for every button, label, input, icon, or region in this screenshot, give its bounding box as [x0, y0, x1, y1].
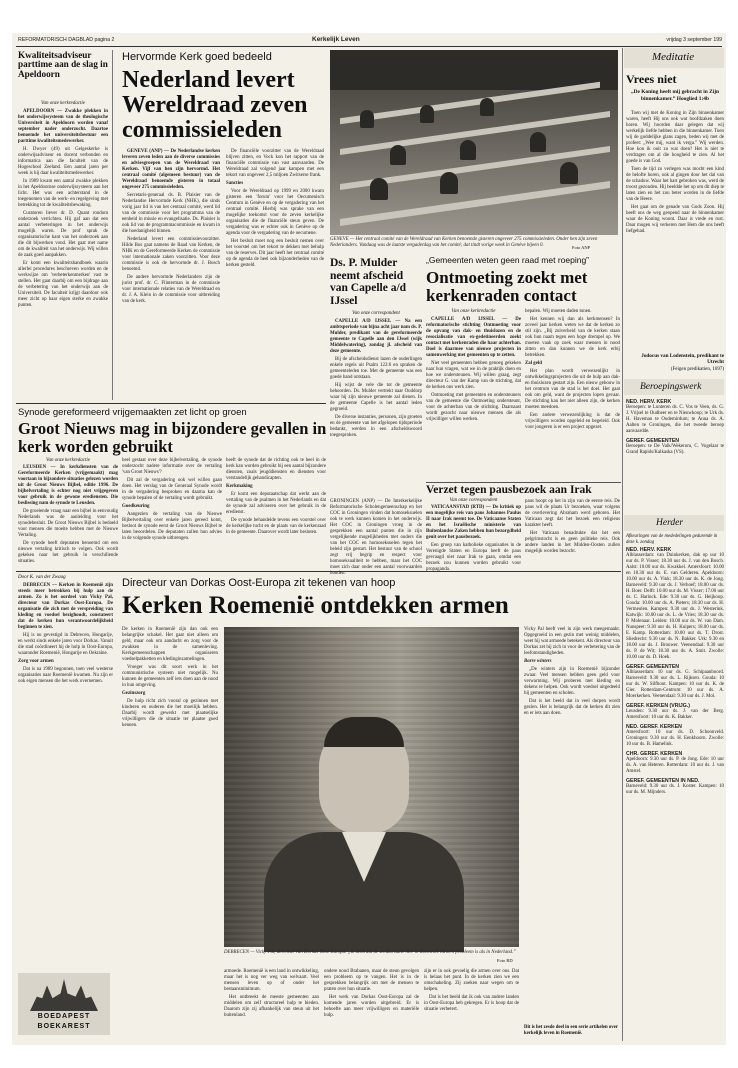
groot-nieuws-paragraph: Er komt een deputaatschap dat werkt aan de vertaling van de psalmen in het Nederlands en dat de synode zal adviseren over het gebruik in de eredienst. [226, 492, 326, 515]
kwaliteit-body [18, 109, 108, 399]
herder-section-title: NED. HERV. KERK [626, 547, 672, 553]
wereldraad-body-col2 [226, 149, 324, 399]
herder-header: Herder [656, 518, 684, 528]
meditatie-title: Vrees niet [626, 72, 677, 86]
ontmoeting-subhead: Zal geld [525, 361, 542, 366]
herder-section-text: Alblasserdam: 10 uur ds. G. Schipaanboord. Barneveld: 9.30 uur ds. L. Rijksen. Gouda: 10 uur ds. W. Silfhout. Kampen: 10 uur ds. K. de Gier. Rotterdam-Centrum: 10 uur ds. A. Moerkerken. Veenendaal: 9.30 uur ds. J. Mol. [626, 670, 724, 699]
mulder-lead: CAPELLE A/D IJSSEL — Na een ambtsperiode van bijna acht jaar nam ds. P. Mulder, predikant van de gereformeerde gemeente te Capelle aan den IJssel (wijk Middelwatering), zondag jl. afscheid van deze gemeente. [330, 319, 422, 354]
roemenie-paragraph: De hulp richt zich vooral op gezinnen met kinderen en ouderen die het moeilijk hebben. Daarbij wordt gewerkt met plaatselijke vrijwilligers die de situatie ter plaatse goed kennen. [122, 699, 218, 728]
wereldraad-headline: Nederland levert Wereldraad zeven commissieleden [122, 67, 308, 143]
roemenie-paragraph: zijn er in ook gevoelig die armen over ons. Dat is helaas het punt. In de kerken zien we een omschakeling. Zij zoeken naar wegen om te helpen. [424, 969, 519, 992]
herder-intro: Afkeuringen van de mededelingen gedurende in deze k. zondag [626, 534, 718, 545]
groot-nieuws-paragraph: De synode heeft deputaten benoemd om een nieuwe vertaling kritisch te volgen. Ook wordt gekeken naar het gebruik in verschillende situaties. [18, 541, 118, 564]
roemenie-note: Dit is het zesde deel in een serie artikelen over kerkelijk leven in Roemenië. [524, 1025, 618, 1036]
logo-top-text: BOEDAPEST [37, 1013, 91, 1020]
mulder-headline: Ds. P. Mulder neemt afscheid van Capelle a/d IJssel [330, 257, 407, 307]
beroepingswerk-body [626, 399, 724, 511]
ontmoeting-paragraph: Het kennen wij dan als kerkmensen? In zoveel jaar kerken weten we dat de kerken zo stil zijn. „Bij zuiverheid van de kerken staan ook hun naam tegen een hoge drempel op. We moeten vaak op zoek waar mensen in nood zitten en dan kunnen we de kerk erbij betrekken. [525, 317, 620, 358]
herder-section-text: Apeldoorn: 9.30 uur ds. P. de Jong. Ede: 10 uur ds. A. van Heteren. Rotterdam: 10 uur ds. J. van Amstel. [626, 757, 724, 774]
masthead-center: Kerkelijk Leven [312, 36, 360, 43]
wereldraad-paragraph: Secretaris-generaal ds. B. Plaisier van de Nederlandse Hervormde Kerk (NHK), die sinds vorig jaar lid is van het centraal comité, werd lid van de commissie voor het programma van de eenheid in missie en evangelisatie. Ds. Plaisier is ook lid van de programmacommissie en kwam in die hoedanigheid binnen. [122, 193, 220, 234]
roemenie-lead: DEBRECEN — Kerken in Roemenië zijn steeds meer betrokken bij hulp aan de armen. Zo is het oordeel van Vicky Pal, directeur van Dorkas Oost-Europa. De organisatie die zich met de verspreiding van kleding en voedsel bezighoudt, constateert dat de kerken hun verantwoordelijkheid beginnen te zien. [18, 583, 113, 630]
groot-nieuws-kicker: Synode gereformeerd vrijgemaakten zet licht op groen [18, 407, 247, 418]
roemenie-body-col4 [324, 969, 419, 1041]
roemenie-paragraph: armoede. Roemenië is een land in ontwikkeling, maar het is nog ver weg van welvaart. Veel mensen leven op of onder het bestaansminimum. [224, 969, 319, 992]
herder-section-text: Barneveld: 9.30 uur ds. J. Koster. Kampen: 10 uur ds. M. Mijnders. [626, 784, 724, 795]
groot-nieuws-paragraph: Dit zal de vergadering ook wel willen gaan doen. Het verslag van de Generaal Synode wordt in de vergadering besproken en daarna kan de synode bepalen of de vertaling wordt gebruikt. [122, 478, 222, 501]
roemenie-subhead: Zorg voor armen [18, 659, 54, 664]
section-rule [16, 571, 621, 572]
meditatie-signature: Jodocus van Lodenstein, predikant te Utrecht [641, 353, 724, 366]
ontmoeting-body-col2 [525, 309, 620, 479]
herder-section-title: GEREF. KERKEN (VRIJG.) [626, 703, 690, 709]
roemenie-body-col2 [122, 627, 218, 937]
roemenie-subhead: Gezinszorg [122, 691, 146, 696]
meditatie-body [626, 111, 724, 351]
wereldraad-lead: GENEVE (ANP) — De Nederlandse kerken leveren zeven leden aan de diverse commissies en adviesgroepen van de Wereldraad van Kerken. Vijf van hen zijn hervormd. Het centraal comité (algemeen bestuur) van de Wereldraad benoemde gisteren in totaal ongeveer 275 commissieleden. [122, 149, 220, 190]
groot-nieuws-body-col3 [226, 458, 326, 566]
mulder-byline: Van onze correspondent [352, 311, 400, 316]
ontmoeting-paragraph: Ontmoeting met gemeenten en ondersteuners van de gemeente die Ontmoeting ondersteunt, voor de achterban van de stichting. Daarnaast wordt gezocht naar nieuwe mensen die als vrijwilliger willen werken. [426, 393, 521, 422]
herder-section-text: Alblasserdam: van Duinkerken, dak op uur 10 uur ds. P. Visser; 18.30 uur ds. J. van den Bosch. Aalst: 10.00 uur ds. Kwakkel. Amersfoort: 10.00 en 18.30 uur ds. E. van Gelderen. Apeldoorn: 10.00 uur ds. A. Vink; 18.30 uur ds. K. de Jong. Barneveld: 9.30 uur ds. J. Verhoef; 18.00 uur ds. H. Boer. Delft: 10.00 uur ds. M. Visser; 17.00 uur ds. C. Harinck. Ede: 9.30 uur ds. G. Heijkoop. Gouda: 10.00 uur ds. A. Pieters; 18.30 uur ds. H. Vermeulen. Kampen: 9.30 uur ds. J. Westerink. Katwijk: 10.00 uur ds. L. de Vries; 18.30 uur ds. P. Molenaar. Leiden: 10.00 uur ds. W. van Dam. Nunspeet: 9.30 uur ds. H. Kuipers; 18.00 uur ds. E. Kamp. Rotterdam: 10.00 uur ds. T. Drost. Sliedrecht: 9.30 uur ds. N. Bakker. Urk: 9.30 en 18.00 uur ds. J. Brouwer. Veenendaal: 9.30 uur ds. P. de Wit; 18.30 uur ds. A. Smit. Zwolle: 10.00 uur ds. D. Hoek. [626, 553, 724, 660]
section-rule [16, 403, 326, 404]
wereldraad-paragraph: Nederland levert een commissievoorzitter. Hilde Bos gaat namens de Raad van Kerken, de NHK en de Gereformeerde Kerken de commissie voor internationale zaken voorzitten. Voor deze commissie is ook de hervormde dr. J. Bosch benoemd. [122, 237, 220, 272]
groot-nieuws-byline: Van onze kerkredactie [46, 458, 90, 463]
roemenie-paragraph: „De winters zijn in Roemenië bijzonder zwaar. Veel mensen hebben geen geld voor verwarming. Wij proberen met kleding en dekens te helpen. Ook wordt voedsel uitgedeeld bij gemeenten en scholen. [524, 667, 620, 696]
beroepingswerk-section-title: NED. HERV. KERK [626, 399, 672, 405]
herder-section-text: Leusden: 9.30 uur ds. J. van der Berg. Amersfoort: 10 uur ds. K. Bakker. [626, 709, 724, 720]
conference-photo [330, 50, 618, 235]
paus-lead: VATICAANSTAD (RTD) — De kritiek op een mogelijke reis van paus Johannes Paulus II naar Irak neemt toe. De Vaticaanse Staten en het Israëlische ministerie van Buitenlandse Zaken hebben hun bezorgdheid geuit over het pausbezoek. [426, 505, 521, 540]
ontmoeting-body-col1 [426, 317, 521, 479]
beroepingswerk-section-title: GEREF. GEMEENTEN [626, 438, 680, 444]
ontmoeting-paragraph: Het plan wordt verwezenlijkt in ontwikkelingsprojecten die uit de hulp aan dak- en thuislozen gestart zijn. Een nieuw gebouw in het centrum van de stad is het doel. Het gaat ook om geld, want de projecten lopen gevaar. De stichting kan het niet alleen zijn, de kerken moeten meedoen. [525, 369, 620, 410]
roemenie-paragraph: De kerken in Roemenië zijn dan ook een belangrijke schakel. Het gaat niet alleen om geld, maar ook om aandacht en zorg voor de zwakken in de samenleving. Kerkgemeenschappen organiseren voedselpakketten en kledinginzamelingen. [122, 627, 218, 662]
wereldraad-kicker: Hervormde Kerk goed bedeeld [122, 51, 272, 63]
masthead-right: vrijdag 3 september 199 [666, 37, 722, 43]
portrait-photo [224, 627, 519, 947]
ontmoeting-paragraph: Niet veel gemeenten hebben genoeg gekeken naar hun vragen, wat we in de praktijk doen en hoe we ondersteunen. Wij willen graag, zegt directeur G. van der Kamp van de stichting, dat de kerken ons werk zien. [426, 361, 521, 390]
kwaliteit-paragraph: Er komt een kwaliteitshandboek waarin allerlei procedures beschreven worden en de werkwijze om 'verbeterkenmerken' vast te stellen. Het gaat daarbij om een bijdrage aan de verbetering van het onderwijs aan de Universiteit. De faculteit krijgt daardoor ook meer zicht op haar eigen sterke en zwakke punten. [18, 261, 108, 308]
boedapest-logo [18, 973, 110, 1035]
roemenie-paragraph: Dat is na 1989 begonnen, toen veel westerse organisaties naar Roemenië kwamen. Nu zijn er ook eigen mensen die het werk overnemen. [18, 667, 113, 684]
conference-photo-caption: GENEVE — Het centraal comité van de Wereldraad van Kerken benoemde gisteren ongeveer 275 commissieleden. Onder hen zijn zeven Nederlanders. Vandaag was de laatste vergaderdag van het comité; dat tindt vorige week in Genève bijeen 0. [330, 237, 598, 248]
groot-nieuws-paragraph: De synode behandelde tevens een voorstel over de kerkelijke tucht en de plaats van de kerkenraad in de gemeente. Daarover wordt later besloten. [226, 518, 326, 535]
wereldraad-paragraph: De financiële voorzitter van de Wereldraad blijven zitten, en Vock kon het rapport van de financiële commissie van vast aanvaarden. De Wereldraad zal volgend jaar kampen met een tekort van ongeveer 2,5 miljoen Zwitserse frank. [226, 149, 324, 178]
mulder-paragraph: Bij de afscheidsdienst lazen de ouderlingen enkele regels uit Psalm 122:6 en spraken de gemeenteleden toe. Met de gemeente was een goede band ontstaan. [330, 357, 422, 380]
groot-nieuws-subhead: Kerkmaking [226, 484, 253, 489]
wereldraad-paragraph: Voor de Wereldraad op 1999 en 2000 kwam gisteren een 'forum' voor het Oecumenisch Centrum in Genève en op de vergadering van het centraal comité. Hierbij was sprake van een mogelijke toekomst voor de zeven kerkelijke organisaties die de financiële steun geven. De vergadering was er echter ook in Genève op de agenda voor de vergadering van de oecumene. [226, 189, 324, 236]
masthead-left: REFORMATORISCH DAGBLAD pagina 2 [18, 37, 115, 43]
groot-nieuws-lead: LEUSDEN — In kerkdiensten van de Gereformeerde Kerken (vrijgemaakt) mag voortaan in bijzondere situaties gelezen worden uit de Groot Nieuws Bijbel, editie 1996. De bijbelvertaling is echter nog niet vrijgegeven voor gebruik in de gewone erediensten. Die beslissing nam de synode te Leusden. [18, 465, 118, 506]
wereldraad-paragraph: Het besluit moet nog een besluit nemen over het voorstel om het tekort te dekken met behulp van de reserves. Dit jaar heeft het centraal comité op de agenda de heel ook bijzonderheden van de kerken gesteld. [226, 239, 324, 268]
groot-nieuws-body-col2 [122, 458, 222, 566]
roemenie-paragraph: Het ontbreekt de meeste gemeenten aan middelen om zelf structureel hulp te bieden. Daarom zijn zij afhankelijk van steun uit het buitenland. [224, 995, 319, 1018]
cityscape-icon [30, 979, 98, 1011]
kwaliteit-paragraph: H. Dwyer (49) uit Gelgeskerke is onderwijsadviseur en docent verbonden en informatica aan die faculteit van de Hogeschool Zeeland. Een aantal jaren per week is hij daar kwaliteitsmedewerker. [18, 147, 108, 176]
kwaliteit-paragraph: In 1989 kwam een aantal zwakke plekken in het Apeldoornse onderwijssysteem aan het licht. Het was een achterstand in de toegenomen van de werk- en regelgeving met betrekking tot de kwaliteitsbewaking. [18, 179, 108, 208]
roemenie-subhead: Barre winters [524, 659, 552, 664]
groningen-body [330, 499, 422, 576]
ontmoeting-paragraph: bepalen. Wij moeten daden tonen. [525, 309, 592, 314]
column-divider [622, 48, 623, 1041]
herder-body [626, 547, 724, 1041]
groot-nieuws-headline: Groot Nieuws mag in bijzondere gevallen in kerk worden gebruikt [18, 419, 327, 456]
roemenie-body-col1 [18, 583, 113, 873]
newspaper-page [12, 33, 726, 1045]
paus-byline: Van onze correspondent [449, 498, 498, 503]
groot-nieuws-paragraph: heeft de synode dat de richting ook te heel in de kerk kan worden gebruikt bij een aantal bijzondere diensten, zoals jeugddiensten en diensten voor verstandelijk gehandicapten. [226, 458, 326, 481]
roemenie-paragraph: ondere nood Brabanen, maar de steun gevolgen een probleem op te vangen. Het is in de gesprekken belangrijk om met de mensen te praten over hun situatie. [324, 969, 419, 992]
ontmoeting-kicker: „Gemeenten weten geen raad met roeping” [426, 255, 590, 265]
kwaliteit-headline: Kwaliteitsadviseur parttime aan de slag in Apeldoorn [18, 50, 108, 79]
herder-section-title: GEREF. GEMEENTEN [626, 664, 680, 670]
groot-nieuws-paragraph: Aangezien de vertaling van de Nieuwe Bijbelvertaling over enkele jaren gereed komt, besloot de synode eerst de Groot Nieuws Bijbel te laten beoordelen. De deputaten zullen hun advies in de volgende synode uitbrengen. [122, 512, 222, 541]
roemenie-paragraph: Vicky Pal heeft veel in zijn werk meegemaakt. Opgegroeid in een gezin met weinig middelen, weet hij wat armoede betekent. Als directeur van Dorkas zet hij zich in voor de verbetering van de leefomstandigheden. [524, 627, 620, 656]
beroepingswerk-section-text: Beroepen: te Lunteren ds. C. Vos te Veen, ds. G. J. Vrijsel te Oudheer en te Nieuwkoop; te Urk ds. H. Haveman te Oudemirdum; te Anna ds. A. Aalten te Groningen, die het tweede beroep aanvaardde. [626, 405, 724, 434]
ontmoeting-lead: CAPELLE A/D IJSSEL — De reformatorische stichting Ontmoeting voor de opvang van dak- en thuislozen en de resocialisatie van ex-gedetineerden zoekt contact met kerkenraden die haar achterban. Doel is daarmee van nieuwe projecten in samenwerking met gemeenten op te zetten. [426, 317, 521, 358]
ontmoeting-paragraph: Een andere verwezenlijking is dat de vrijwilligers worden opgeleid en begeleid. Ook voor jongeren is er een project opgezet. [525, 413, 620, 430]
groot-nieuws-paragraph: De groeiende vraag naar een bijbel in eenvoudig Nederlands was de aanleiding voor het synodebesluit. De Groot Nieuws Bijbel is bedoeld voor mensen die moeite hebben met de Nieuwe Vertaling. [18, 509, 118, 538]
paus-headline: Verzet tegen pausbezoek aan Irak [426, 484, 592, 496]
herder-section-text: Amersfoort: 10 uur ds. D. Schoonveld. Groningen: 9.30 uur ds. H. Eenkhoorn. Zwolle: 10 uur ds. B. Hamelink. [626, 730, 724, 747]
kwaliteit-byline: Van onze kerkredactie [41, 101, 85, 106]
roemenie-body-col6 [524, 627, 620, 1022]
mulder-paragraph: De diverse instanties, personen, zijn groeten en de gemeente van het afgelopen tijdsperiode bedankt, werden in een afscheidswoord toegesproken. [330, 415, 422, 438]
ontmoeting-byline: Van onze kerkredactie [451, 309, 496, 314]
masthead-rule [16, 46, 722, 47]
roemenie-paragraph: Dat is het beeld dat in veel dorpen wordt gezien. Het is belangrijk dat de kerken dit zien en er iets aan doen. [524, 699, 620, 716]
wereldraad-subhead: Sancties [226, 181, 244, 186]
portrait-photo-caption: DEBRECEN — Vicky Pal, directeur van Dorkas Oost-Europa: „Ik denk dat de secularisatie hier in Roemenië nu zo'n probleem is als in Nederland.” [224, 950, 516, 955]
roemenie-body-col5 [424, 969, 519, 1041]
herder-section-title: NED. GEREF. KERKEN [626, 724, 682, 730]
roemenie-paragraph: Het werk van Dorkas Oost-Europa zal de komende jaren worden uitgebreid. Er is behoefte aan meer vrijwilligers en materiële hulp. [324, 995, 419, 1018]
kwaliteit-lead: APELDOORN — Zwakke plekken in het onderwijssysteem van de theologische Universiteit in Apeldoorn worden vanaf september nader onderzocht. Daartoe benoemde het universiteitsbestuur een parttime kwaliteitsmedewerker. [18, 109, 108, 144]
roemenie-headline: Kerken Roemenië ontdekken armen [122, 592, 509, 619]
beroepingswerk-header: Beroepingswerk [640, 382, 702, 392]
ontmoeting-headline: Ontmoeting zoekt met kerkenraden contact [426, 268, 588, 305]
meditatie-source: (Feigen predikatien, 1697) [670, 367, 724, 372]
beroepingswerk-section-text: Beroepen: te De Valk/Wekerom, C. Vogelaar te Grand Rapids/Kalkaska (VS). [626, 444, 724, 455]
column-divider [112, 50, 113, 400]
roemenie-byline: Door K. van der Zwaag [18, 575, 66, 580]
roemenie-kicker: Directeur van Dorkas Oost-Europa zit tekenen van hoop [122, 577, 396, 589]
paus-paragraph: paus hoopt op het in zijn van de eerste reis. De paus wil de plaats Ur bezoeken, waar volgens de overlevering Abraham werd geboren. Het Vaticaan zegt dat het bezoek een religieus karakter heeft. [525, 499, 620, 528]
groningen-text: GRONINGEN (ANP) — De Interkerkelijke Reformatorische Scholengemeenschap en het COC in Groningen vinden dat homoseksuelen ook te werk kunnen komen in het onderwijs. Het COC in Groningen vroeg in de gesprekken een aantal punten die in zijn vergelijkende mogelijkheden met ouders die van het COC en homoseksuelen tegen het beleid zijn gestart. Het bestuur van de school zegt vrij begrip en respect voor homoseksualiteit te hebben, maar het COC moet zich daar onder een aantal voorwaarden houden. [330, 499, 422, 576]
portrait-photo-credit: Foto RD [497, 958, 513, 963]
meditatie-paragraph: Toen de tijd zo verlegen was mocht een kind de belofte horen, ook al gingen door het dal van de schaduw. Waar het hart gebroken was, werd de troost gezonden. Hij beeldde het op om dit diep te laten zien en het zou beter worden in de liefde van de Heere. [626, 167, 724, 202]
paus-body-col1 [426, 505, 521, 572]
kwaliteit-paragraph: Curatoren liever dr. D. Quant rondom onderzoek verrichten. Hij gaf aan dat een aantal verbeteringen in het onderwijs mogelijk waren. De prof sprak de organisatorische kant van het onderzoek aan die dit bijwerken vond. Het gaat met name om de kwaliteit van het onderwijs. Wij willen de zaak goed aanpakken. [18, 211, 108, 258]
herder-section-title: CHR. GEREF. KERKEN [626, 751, 683, 757]
mulder-body [330, 319, 422, 494]
wereldraad-body-col1 [122, 149, 220, 399]
wereldraad-paragraph: De andere hervormde Nederlanders zijn de jurist prof. dr. C. Flinterman in de commissie voor internationale relaties van de Wereldraad en dr. J. A. Klein in de commissie voor uitbreiding van de kerk. [122, 275, 220, 304]
meditatie-quote: „De Koning heeft mij gebracht in Zijn binnenkamer.” Hooglied 1:4b [630, 89, 720, 102]
roemenie-paragraph: Hij is nu gevestigd in Debrecen, Hongarije, en werkt sinds enkele jaren voor Dorkas. Vanuit die stad coördineert hij de hulp in Oost-Europa, waaronder Roemenië, Hongarije en Oekraïne. [18, 633, 113, 656]
meditatie-paragraph: Het gaat om de genade van Gods Zoon. Hij heeft ons de weg geopend naar de binnenkamer waar de Koning woont. Daar is vrede en rust. Daar mogen wij verkeren met Hem die ons heeft liefgehad. [626, 205, 724, 234]
paus-paragraph: Het Vaticaan benadrukte dat het een pelgrimstocht is en geen politieke reis. Ook andere landen in het Midden-Oosten zullen mogelijk worden bezocht. [525, 531, 620, 554]
roemenie-body-col3 [224, 969, 319, 1041]
logo-bottom-text: BOEKAREST [37, 1023, 91, 1030]
conference-photo-credit: Foto ANP [572, 245, 591, 250]
meditatie-paragraph: Toen wij met de Koning in Zijn binnenkamer waren, heeft Hij ons ook wat hoofdzaken doen horen. Wij hoorden daar gelegen dat wij werkelijk liefde hebben in die binnenkamer. Toen wij de goddelijke glans zagen, beden wij met de profeet: „Wee mij, want ik verga.” Wij werden. Hoe kon ik ooit zo wat doen? Het is niet te verdragen om al die hoogheid te zien. Al het goede is van God. [626, 111, 724, 164]
paus-body-col2 [525, 499, 620, 567]
story-divider [426, 482, 621, 483]
mulder-paragraph: Hij wijst de vele die tot de gemeente behoorden. Ds. Mulder vertrekt naar Ouddorp waar hij zijn nieuwe gemeente zal dienen. In de gemeente Capelle is het aantal leden gegroeid. [330, 383, 422, 412]
roemenie-paragraph: Vroeger was dit soort werk in het communistische systeem niet mogelijk. Nu kunnen de gemeenten zelf iets doen aan de nood in hun omgeving. [122, 665, 218, 688]
groot-nieuws-paragraph: heel gestaat over deze bijbelvertaling, de synode onderzocht nadere informatie over de vertaling 'van Groot Nieuws'? [122, 458, 222, 475]
roemenie-paragraph: Dat is het beeld dat ik ook van andere landen in Oost-Europa heb gekregen. Er is hoop dat de situatie verbetert. [424, 995, 519, 1012]
paus-paragraph: Een groep van katholieke organisaties in de Verenigde Staten en Europa heeft de paus gevraagd niet naar Irak te gaan, omdat een bezoek zou kunnen worden gebruikt voor propaganda. [426, 543, 521, 572]
groot-nieuws-subhead: Goedkeuring [122, 504, 150, 509]
herder-section-title: GEREF. GEMEENTEN IN NED. [626, 778, 700, 784]
meditatie-header: Meditatie [652, 51, 695, 63]
groot-nieuws-body-col1 [18, 465, 118, 565]
